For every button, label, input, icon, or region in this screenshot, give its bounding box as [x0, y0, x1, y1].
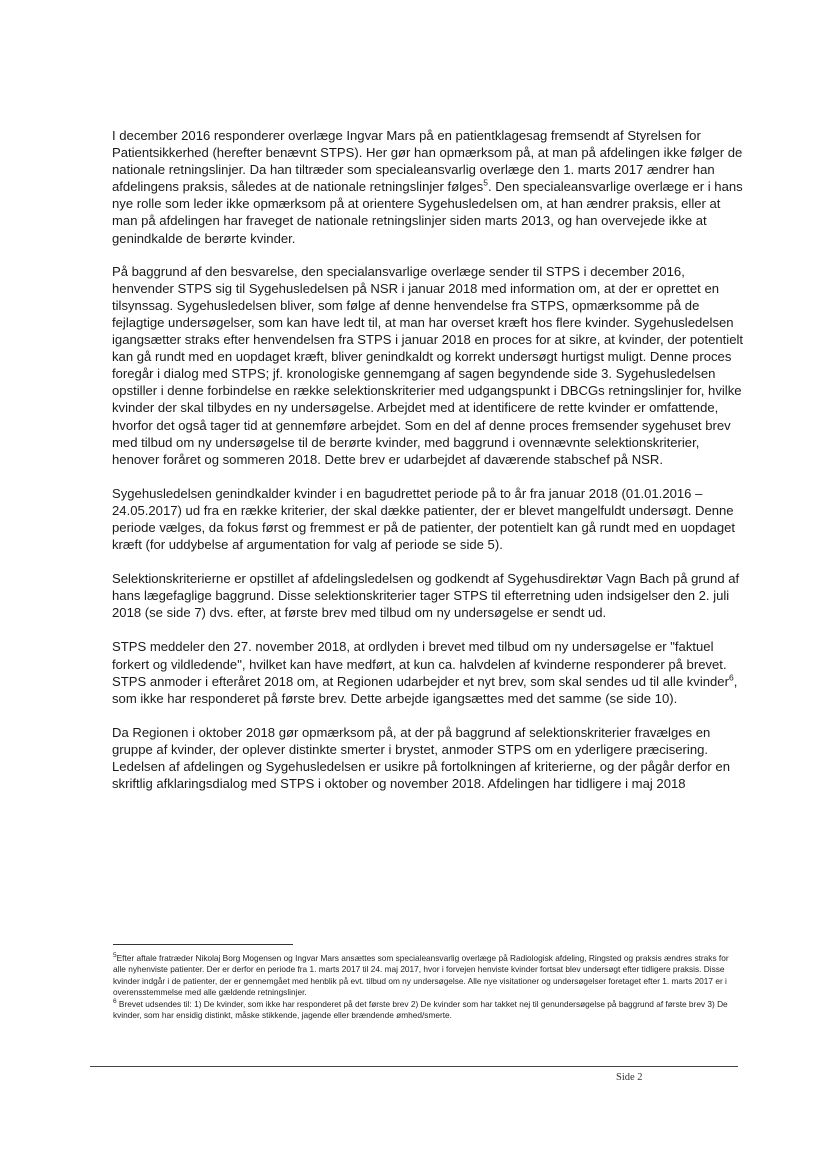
paragraph-6: Da Regionen i oktober 2018 gør opmærksom på, at der på baggrund af selektionskriterier fravælges en gruppe af kvinder, der oplever distinkte smerter i brystet, anmoder STPS om en yderligere præcisering. Ledelsen af afdelingen og Sygehusledelsen er usikre på fortolkningen af kriterierne, og der pågår derfor en skriftlig afklaringsdialog med STPS i oktober og november 2018. Afdelingen har tidligere i maj 2018	[112, 724, 730, 792]
footnote-6	[113, 999, 735, 1022]
footnote-5-text: Efter aftale fratræder Nikolaj Borg Mogensen og Ingvar Mars ansættes som specialeansvarlig overlæge på Radiologisk afdeling, Ringsted og praksis ændres straks for alle nyhenviste patienter. Der er derfor en periode fra 1. marts 2017 til 24. maj 2017, hvor i forvejen henviste kvinder fortsat blev undersøgt efter tidligere praksis. Disse kvinder indgår i de patienter, der er gennemgået med henblik på evt. tilbud om ny undersøgelse. Alle nye visitationer og undersøgelser foretaget efter 1. marts 2017 er i overensstemmelse med alle gældende retningslinjer.	[113, 953, 729, 997]
paragraph-3: Sygehusledelsen genindkalder kvinder i en bagudrettet periode på to år fra januar 2018 (01.01.2016 – 24.05.2017) ud fra en række kriterier, der skal dække patienter, der er blevet mangelfuldt undersøgt. Denne periode vælges, da fokus først og fremmest er på de patienter, der potentielt kan gå rundt med en uopdaget kræft (for uddybelse af argumentation for valg af periode se side 5).	[112, 485, 736, 553]
body-text	[112, 127, 746, 809]
footnote-6-mark: 6	[113, 998, 117, 1006]
paragraph-5	[112, 638, 746, 706]
footer-separator	[90, 1066, 738, 1067]
paragraph-5-text-a: STPS meddeler den 27. november 2018, at ordlyden i brevet med tilbud om ny undersøgelse er "faktuel forkert og vildledende", hvilket kan have medført, at kun ca. halvdelen af kvinderne responderer på brevet. STPS anmoder i efteråret 2018 om, at Regionen udarbejder et nyt brev, som skal sendes ud til alle kvinder	[112, 639, 729, 689]
paragraph-5-text-b: , som ikke har responderet på første brev. Dette arbejde igangsættes med det samme (se side 10).	[112, 673, 738, 706]
footnote-ref-5: 5	[483, 177, 488, 188]
paragraph-1-text-b: . Den specialeansvarlige overlæge er i hans nye rolle som leder ikke opmærksom på at orientere Sygehusledelsen om, at han ændrer praksis, eller at man på afdelingen har fraveget de nationale retningslinjer siden marts 2013, og han overvejede ikke at genindkalde de berørte kvinder.	[112, 179, 743, 246]
paragraph-2: På baggrund af den besvarelse, den specialansvarlige overlæge sender til STPS i december 2016, henvender STPS sig til Sygehusledelsen på NSR i januar 2018 med information om, at der er oprettet en tilsynssag. Sygehusledelsen bliver, som følge af denne henvendelse fra STPS, opmærksomme på de fejlagtige undersøgelser, som kan have ledt til, at man har overset kræft hos flere kvinder. Sygehusledelsen igangsætter straks efter henvendelsen fra STPS i januar 2018 en proces for at sikre, at kvinder, der potentielt kan gå rundt med en uopdaget kræft, bliver genindkaldt og korrekt undersøgt hurtigst muligt. Denne proces foregår i dialog med STPS; jf. kronologiske gennemgang af sagen begyndende side 3. Sygehusledelsen opstiller i denne forbindelse en række selektionskriterier med udgangspunkt i DBCGs retningslinjer for, hvilke kvinder der skal tilbydes en ny undersøgelse. Arbejdet med at identificere de rette kvinder er omfattende, hvorfor det også tager tid at gennemføre arbejdet. Som en del af denne proces fremsender sygehuset brev med tilbud om ny undersøgelse til de berørte kvinder, med baggrund i ovennævnte selektionskriterier, henover foråret og sommeren 2018. Dette brev er udarbejdet af daværende stabschef på NSR.	[112, 263, 744, 467]
paragraph-1-text-a: I december 2016 responderer overlæge Ingvar Mars på en patientklagesag fremsendt af Styrelsen for Patientsikkerhed (herefter benævnt STPS). Her gør han opmærksom på, at man på afdelingen ikke følger de nationale retningslinjer. Da han tiltræder som specialeansvarlig overlæge den 1. marts 2017 ændrer han afdelingens praksis, således at de nationale retningslinjer følges	[112, 128, 743, 195]
footnote-ref-6: 6	[728, 672, 734, 683]
footnotes	[113, 953, 735, 1023]
footnote-separator	[113, 944, 293, 945]
footnote-5-mark: 5	[113, 952, 117, 960]
footnote-5	[113, 953, 735, 998]
page-number: Side 2	[616, 1072, 643, 1083]
paragraph-1	[112, 127, 746, 247]
paragraph-4: Selektionskriterierne er opstillet af afdelingsledelsen og godkendt af Sygehusdirektør Vagn Bach på grund af hans lægefaglige baggrund. Disse selektionskriterier tager STPS til efterretning uden indsigelser den 2. juli 2018 (se side 7) dvs. efter, at første brev med tilbud om ny undersøgelse er sendt ud.	[112, 571, 740, 621]
footnote-6-text: Brevet udsendes til: 1) De kvinder, som ikke har responderet på det første brev 2) De kvinder som har takket nej til genundersøgelse på baggrund af første brev 3) De kvinder, som har ensidig distinkt, måske stikkende, jagende eller brændende ømhed/smerte.	[113, 999, 728, 1021]
